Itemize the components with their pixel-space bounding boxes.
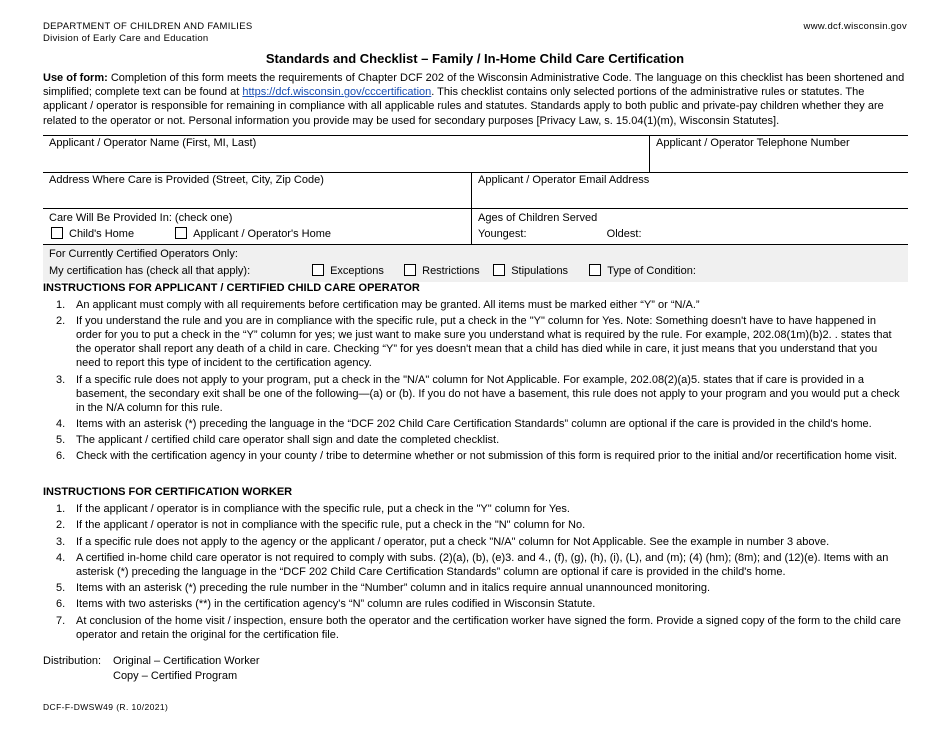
- item-text: A certified in-home child care operator is not required to comply with subs. (2)(a), (b), (e)3. and 4., (f), (g), (h), (i), (L), and (m); (4) (hm); (8m); and (12)(e). Items with an asterisk (*) preceding the language in the “DCF 202 Child Care Certification Standards” column are optional if care is provided in the child's home.: [76, 551, 889, 578]
- operator-name-field[interactable]: [43, 136, 649, 172]
- list-item: [43, 614, 903, 642]
- care-address-field[interactable]: [43, 173, 471, 208]
- department-name: DEPARTMENT OF CHILDREN AND FAMILIES: [43, 21, 253, 32]
- item-number: 1.: [56, 503, 66, 515]
- form-number: DCF-F-DWSW49 (R. 10/2021): [43, 702, 169, 712]
- operator-email-field[interactable]: [471, 173, 908, 208]
- applicant-instructions-heading: INSTRUCTIONS FOR APPLICANT / CERTIFIED CHILD CARE OPERATOR: [43, 282, 420, 294]
- use-of-form-paragraph: [43, 71, 911, 128]
- ages-served-label: Ages of Children Served: [478, 212, 598, 224]
- item-text: The applicant / certified child care operator shall sign and date the completed checklist.: [76, 434, 500, 447]
- item-number: 7.: [56, 614, 66, 627]
- list-item: [43, 551, 903, 579]
- use-of-form-text-2: . This checklist contains only selected portions of the administrative rules or statutes. The applicant / operator is responsible for remaining in compliance with all applicable rules and statutes. Standards apply to both public and private-pay children whether they are related to the operator or not. Personal information you provide may be used for secondary purposes [Privacy Law, s. 15.04(1)(m), Wisconsin Statutes].: [43, 86, 884, 127]
- operator-name-label: Applicant / Operator Name (First, MI, Last): [49, 137, 257, 149]
- list-item: [43, 314, 903, 370]
- worker-instructions-list: [43, 502, 903, 644]
- cert-has-label: My certification has (check all that apply):: [49, 265, 251, 277]
- operator-phone-label: Applicant / Operator Telephone Number: [656, 137, 850, 149]
- distribution-block: [43, 654, 260, 684]
- youngest-label: Youngest:: [478, 228, 527, 240]
- item-text: If the applicant / operator is in compliance with the specific rule, put a check in the "Y" column for Yes.: [76, 503, 570, 515]
- type-of-condition-checkbox[interactable]: [589, 264, 601, 276]
- applicant-instructions-list: [43, 298, 903, 466]
- item-number: 3.: [56, 535, 66, 548]
- form-row-address: [43, 173, 908, 209]
- item-text: Items with an asterisk (*) preceding the rule number in the “Number” column and in italics require annual unannounced monitoring.: [76, 582, 711, 595]
- certified-operators-field: [43, 245, 908, 282]
- operator-phone-field[interactable]: [649, 136, 908, 172]
- item-text: If the applicant / operator is not in compliance with the specific rule, put a check in the "N" column for No.: [76, 519, 586, 532]
- care-address-label: Address Where Care is Provided (Street, City, Zip Code): [49, 174, 324, 186]
- worker-instructions-heading: INSTRUCTIONS FOR CERTIFICATION WORKER: [43, 486, 293, 498]
- stipulations-label: Stipulations: [511, 265, 569, 277]
- item-text: An applicant must comply with all requirements before certification may be granted. All items must be marked either “Y” or “N/A.”: [76, 299, 700, 311]
- list-item: [43, 518, 903, 532]
- childs-home-checkbox[interactable]: [51, 227, 63, 239]
- exceptions-checkbox[interactable]: [312, 264, 324, 276]
- form-row-name: [43, 136, 908, 173]
- item-text: If a specific rule does not apply to the agency or the applicant / operator, put a check "N/A" column for Not Applicable. See the example in number 3 above.: [76, 535, 830, 548]
- list-item: [43, 597, 903, 611]
- item-text: If a specific rule does not apply to your program, put a check in the "N/A" column for Not Applicable. For example, 202.08(2)(a)5. states that if care is provided in a basement, the secondary exit shall be one of the following—(a) or (b). If you do not have a basement, this rule does not apply to your program and you would put a check in the N/A column for this rule.: [76, 373, 900, 414]
- item-text: Items with two asterisks (**) in the certification agency's “N” column are rules codified in Wisconsin Statute.: [76, 598, 596, 611]
- restrictions-checkbox[interactable]: [404, 264, 416, 276]
- list-item: [43, 373, 903, 415]
- item-number: 3.: [56, 373, 66, 386]
- use-of-form-text-1: Completion of this form meets the requirements of Chapter DCF 202 of the Wisconsin Administrative Code. The language on this checklist has been shortened and simplified; complete text can be found at: [43, 72, 905, 99]
- ages-served-field: [471, 209, 908, 244]
- stipulations-checkbox[interactable]: [493, 264, 505, 276]
- item-number: 2.: [56, 519, 66, 532]
- item-text: If you understand the rule and you are in compliance with the specific rule, put a check in the "Y" column for Yes. Note: Something doesn't have to have happened in order for you to put a check in the “Y” column for yes; we just want to make sure you understand what is required by the rule. For example, 202.08(1m)(b)2. . states that the operator shall report any death of a child in care. Checking “Y” for yes doesn't mean that a child has died while in care, it just means that you understand that you need to report this type of incident to the certification agency.: [76, 315, 892, 370]
- list-item: [43, 449, 903, 463]
- list-item: [43, 535, 903, 549]
- operators-home-checkbox[interactable]: [175, 227, 187, 239]
- list-item: [43, 433, 903, 447]
- certification-link[interactable]: https://dcf.wisconsin.gov/cccertification: [242, 86, 432, 99]
- item-number: 1.: [56, 299, 66, 311]
- list-item: [43, 502, 903, 516]
- item-number: 4.: [56, 551, 66, 564]
- form-row-care: [43, 209, 908, 245]
- item-number: 6.: [56, 598, 66, 611]
- childs-home-label: Child's Home: [69, 228, 135, 240]
- type-of-condition-label: Type of Condition:: [607, 265, 696, 277]
- applicant-info-form: [43, 135, 908, 282]
- list-item: [43, 417, 903, 431]
- item-number: 4.: [56, 417, 66, 430]
- distribution-line-2: Copy – Certified Program: [113, 670, 238, 682]
- use-of-form-label: Use of form:: [43, 72, 108, 84]
- operator-email-label: Applicant / Operator Email Address: [478, 174, 650, 186]
- list-item: [43, 298, 903, 312]
- care-location-label: Care Will Be Provided In: (check one): [49, 212, 233, 224]
- item-number: 2.: [56, 315, 66, 328]
- care-location-field: [43, 209, 471, 244]
- restrictions-label: Restrictions: [422, 265, 480, 277]
- operators-home-label: Applicant / Operator's Home: [193, 228, 331, 240]
- distribution-line-1: Original – Certification Worker: [113, 655, 260, 667]
- item-number: 6.: [56, 450, 66, 463]
- item-text: Items with an asterisk (*) preceding the language in the “DCF 202 Child Care Certification Standards” column are optional if the care is provided in the child's home.: [76, 417, 872, 430]
- list-item: [43, 581, 903, 595]
- item-number: 5.: [56, 582, 66, 595]
- website-link[interactable]: www.dcf.wisconsin.gov: [803, 21, 907, 32]
- page-title: Standards and Checklist – Family / In-Home Child Care Certification: [265, 51, 685, 66]
- item-text: Check with the certification agency in your county / tribe to determine whether or not submission of this form is required prior to the initial and/or recertification home visit.: [76, 450, 898, 463]
- oldest-label: Oldest:: [606, 228, 642, 240]
- form-row-certified: [43, 245, 908, 282]
- distribution-label: Distribution:: [43, 655, 102, 667]
- item-number: 5.: [56, 434, 66, 447]
- certified-operators-label: For Currently Certified Operators Only:: [49, 248, 238, 260]
- division-name: Division of Early Care and Education: [43, 33, 209, 44]
- exceptions-label: Exceptions: [330, 265, 384, 277]
- item-text: At conclusion of the home visit / inspection, ensure both the operator and the certification worker have signed the form. Provide a signed copy of the form to the child care operator and retain the original for the certification file.: [76, 614, 901, 641]
